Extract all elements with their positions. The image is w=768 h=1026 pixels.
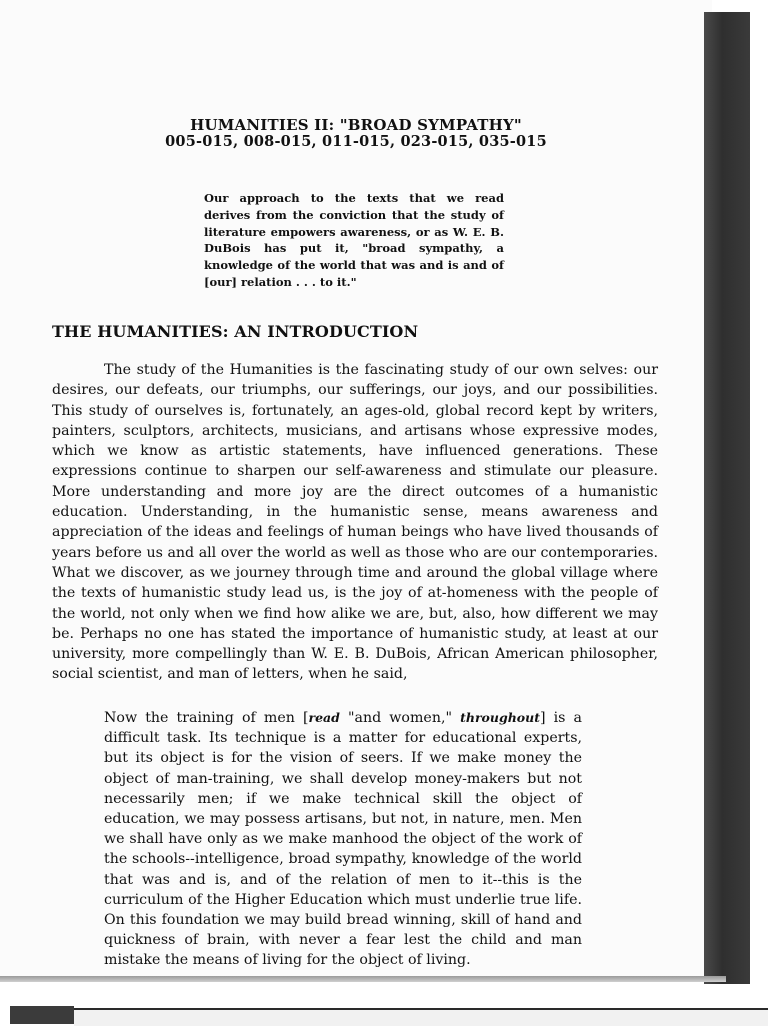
course-numbers: 005-015, 008-015, 011-015, 023-015, 035-015 [165, 133, 547, 150]
intro-paragraph: The study of the Humanities is the fascinating study of our own selves: our desires, our defeats, our triumphs, our sufferings, our joys, and our possibilities. This study of ourselves is, fortunately, an ages-old, global record kept by writers, painters, sculptors, architects, musicians, and artisans whose expressive modes, which we know as artistic statements, have influenced generations. These expressions continue to sharpen our self-awareness and stimulate our pleasure. More understanding and more joy are the direct outcomes of a humanistic education. Understanding, in the humanistic sense, means awareness and appreciation of the ideas and feelings of human beings who have lived thousands of years before us and all over the world as well as those who are our contemporaries. What we discover, as we journey through time and around the global village where the texts of humanistic study lead us, is the joy of at-homeness with the people of the world, not only when we find how alike we are, but, also, how different we may be. Perhaps no one has stated the importance of humanistic study, at least at our university, more compellingly than W. E. B. DuBois, African American philosopher, social scientist, and man of letters, when he said, [52, 362, 658, 683]
course-title: HUMANITIES II: "BROAD SYMPATHY" [190, 116, 522, 134]
quote-throughout-word: throughout [460, 710, 540, 725]
quote-read-word: read [308, 710, 340, 725]
quote-inserted: "and women," [339, 710, 461, 726]
quote-lead: Now the training of men [ [104, 710, 309, 726]
scan-bottom-corner-shadow [10, 1006, 74, 1024]
page-bottom-edge [0, 976, 726, 982]
next-page-edge [74, 1008, 768, 1026]
quote-rest: ] is a difficult task. Its technique is a matter for educational experts, but its object is for the vision of seers. If we make money the object of man-training, we shall develop money-makers but not necessarily men; if we make technical skill the object of education, we may possess artisans, but not, in nature, men. Men we shall have only as we make manhood the object of the work of the schools--intelligence, broad sympathy, knowledge of the world that was and is, and of the relation of men to it--this is the curriculum of the Higher Education which must underlie true life. On this foundation we may build bread winning, skill of hand and quickness of brain, with never a fear lest the child and man mistake the means of living for the object of living. [104, 710, 582, 969]
scan-right-shadow [704, 12, 750, 984]
section-heading: THE HUMANITIES: AN INTRODUCTION [52, 322, 419, 341]
dubois-block-quote [104, 708, 582, 971]
epigraph: Our approach to the texts that we read derives from the conviction that the study of literature empowers awareness, or as W. E. B. DuBois has put it, "broad sympathy, a knowledge of the world that was and is and of [our] relation . . . to it." [204, 191, 504, 289]
